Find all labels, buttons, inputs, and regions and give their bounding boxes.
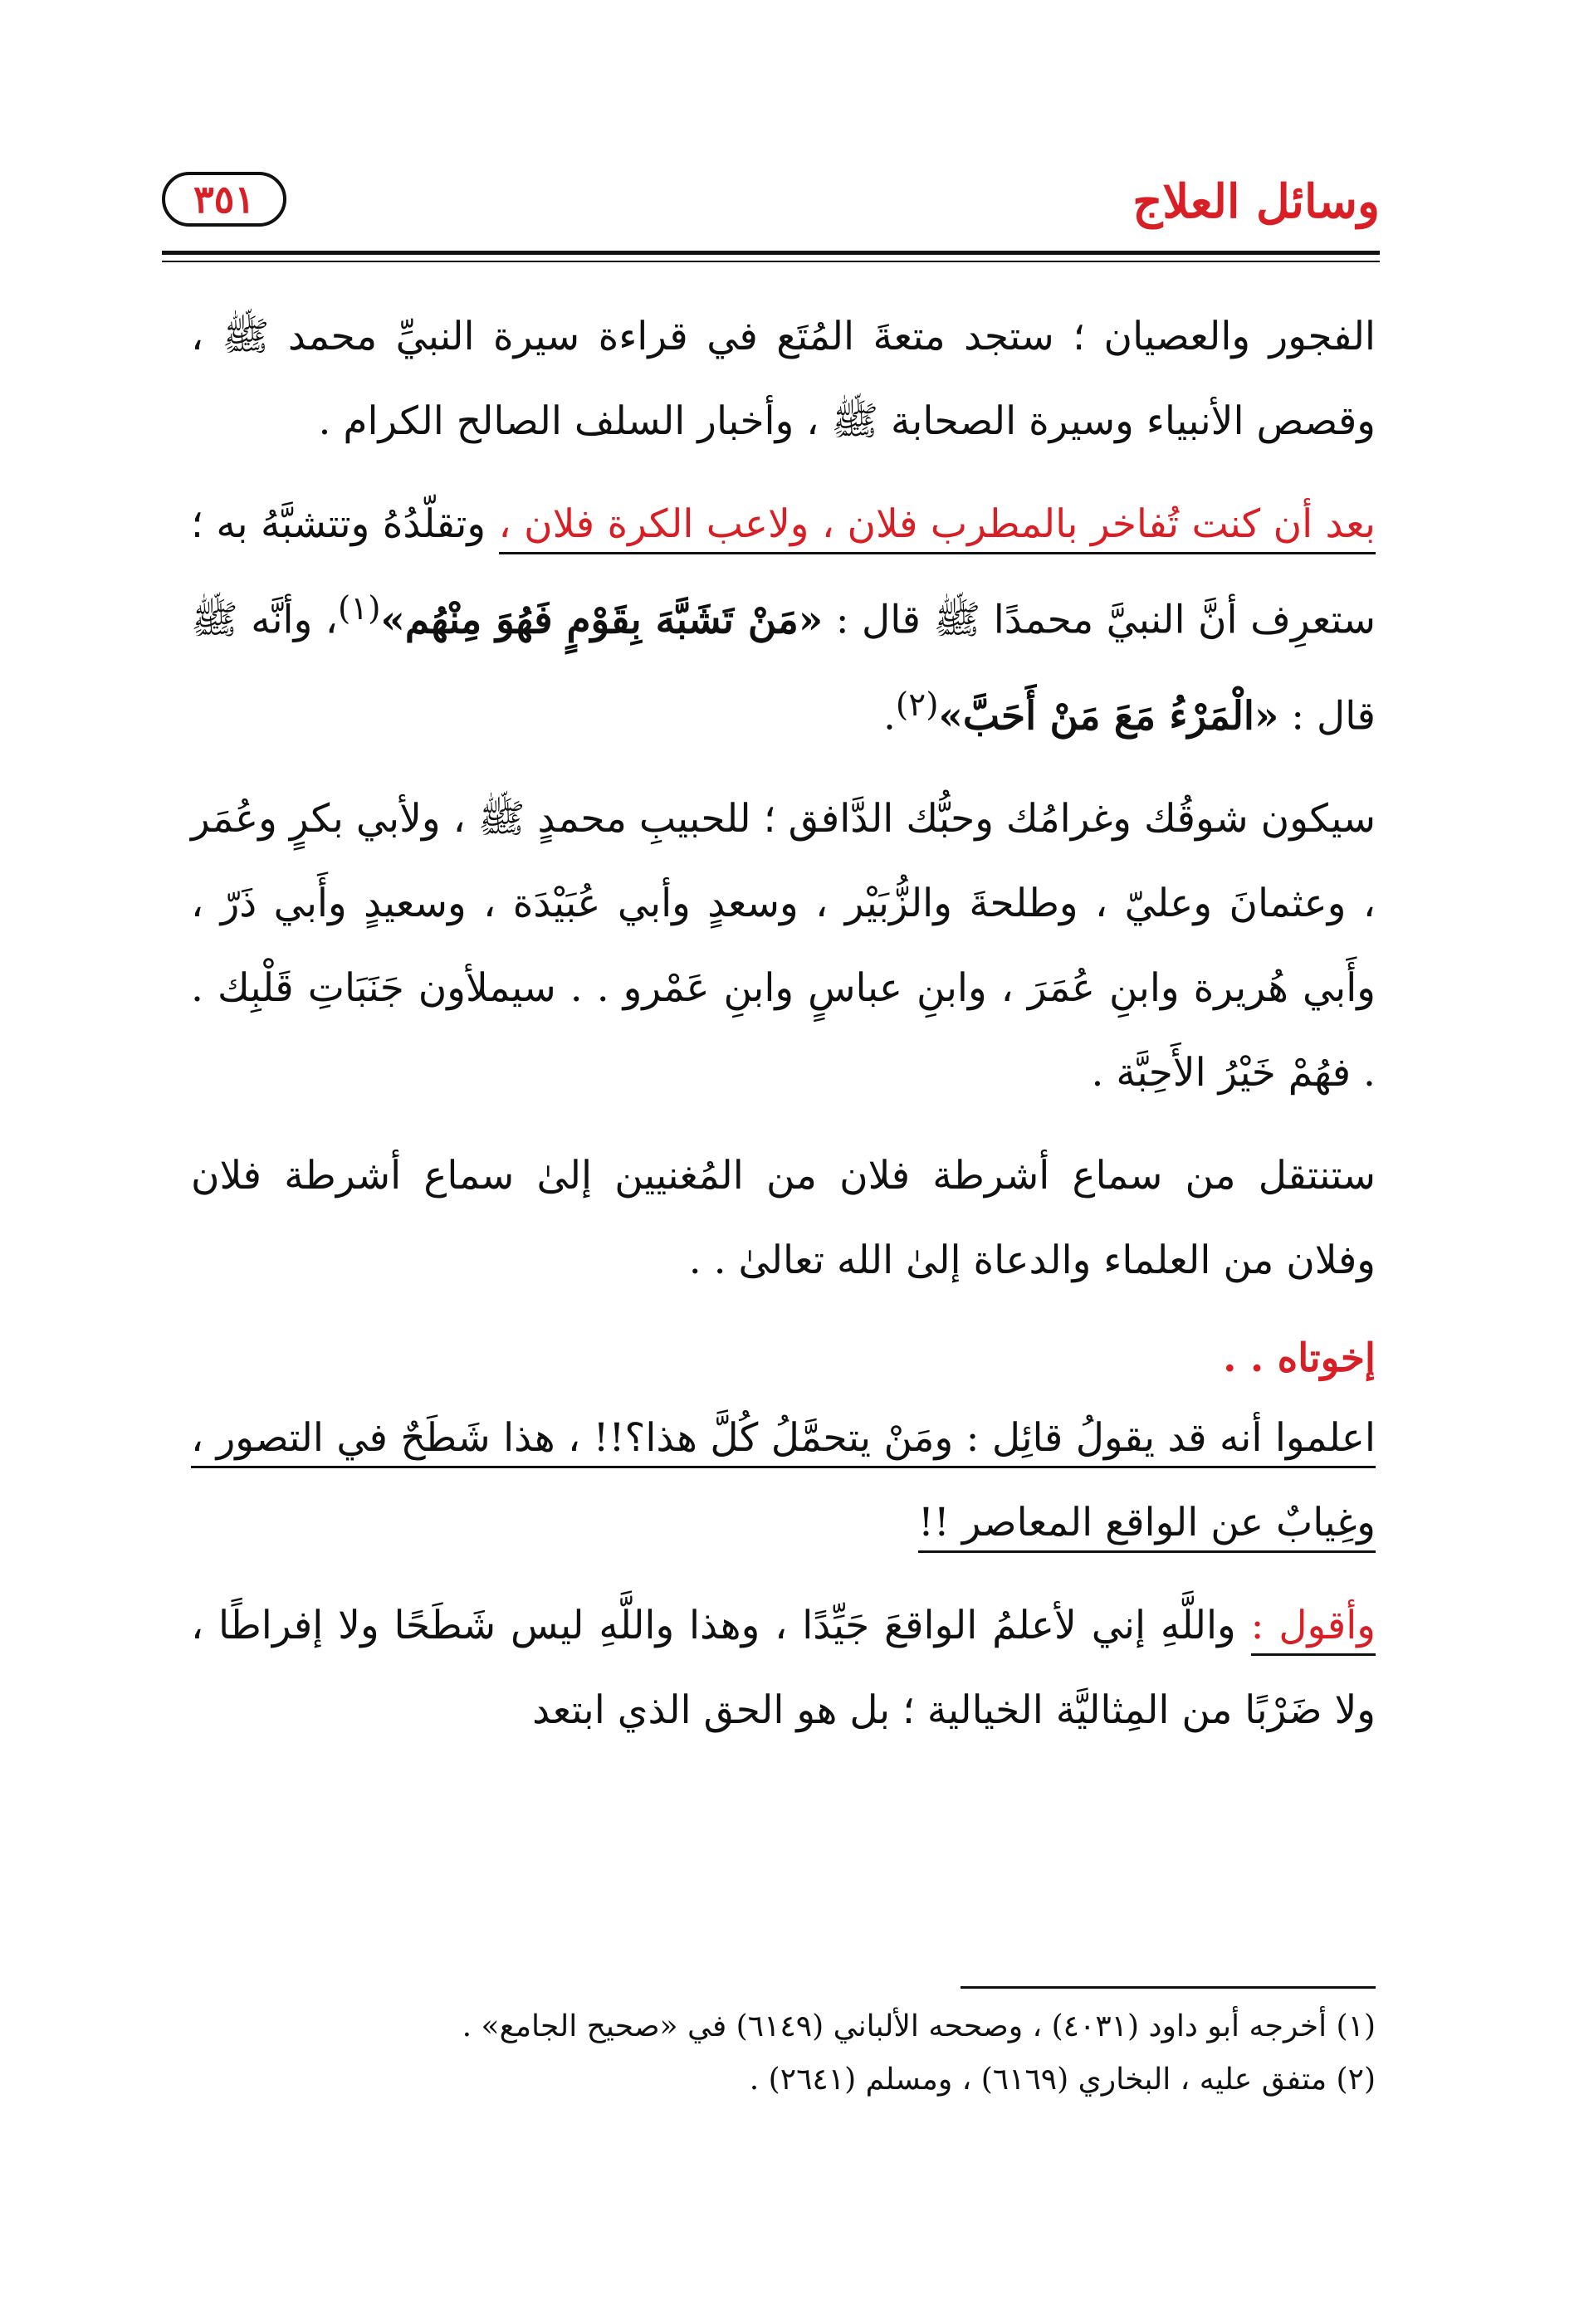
hadith-quote-2: «الْمَرْءُ مَعَ مَنْ أَحَبَّ» <box>938 693 1279 740</box>
paragraph-4: ستنتقل من سماع أشرطة فلان من المُغنيين إلىٰ سماع أشرطة فلان وفلان من العلماء والدعاة إلىٰ الله تعالىٰ . . <box>191 1153 1376 1284</box>
paragraph-1: الفجور والعصيان ؛ ستجد متعةَ المُتَع في قراءة سيرة النبيِّ محمد ﷺ ، وقصص الأنبياء وسيرة الصحابة ﷺ ، وأخبار السلف الصالح الكرام . <box>191 314 1376 444</box>
highlighted-phrase: بعد أن كنت تُفاخر بالمطرب فلان ، ولاعب الكرة فلان ، <box>499 501 1376 554</box>
underlined-objection: اعلموا أنه قد يقولُ قائِل : ومَنْ يتحمَّلُ كُلَّ هذا؟!! ، هذا شَطَحٌ في التصور ، وغِيابٌ عن الواقع المعاصر !! <box>191 1415 1376 1553</box>
paragraph-2 <box>191 482 1376 759</box>
footnote-ref-2: (٢) <box>895 686 939 724</box>
footnote-separator <box>961 1986 1376 1989</box>
header-rule <box>162 251 1380 255</box>
footnote-ref-1: (١) <box>337 590 381 627</box>
section-heading: إخوتاه . . <box>1223 1335 1376 1382</box>
hadith-quote-1: «مَنْ تَشَبَّهَ بِقَوْمٍ فَهُوَ مِنْهُم» <box>380 597 824 643</box>
footnote-1: (١) أخرجه أبو داود (٤٠٣١) ، وصححه الألباني (٦١٤٩) في «صحيح الجامع» . <box>462 2009 1376 2043</box>
running-title: وسائل العلاج <box>1132 174 1380 229</box>
paragraph-3: سيكون شوقُك وغرامُك وحبُّك الدَّافق ؛ للحبيبِ محمدٍ ﷺ ، ولأبي بكرٍ وعُمَر ، وعثمانَ وعليّ ، وطلحةَ والزُّبَيْر ، وسعدٍ وأبي عُبَيْدَة ، وسعيدٍ وأَبي ذَرّ ، وأَبي هُريرة وابنِ عُمَرَ ، وابنِ عباسٍ وابنِ عَمْرو . . سيملأون جَنَبَاتِ قَلْبِك . . فهُمْ خَيْرُ الأَحِبَّة . <box>191 796 1376 1096</box>
paragraph-2-text: وتقلّدُهُ وتتشبَّهُ به ؛ ستعرِف أنَّ النبيَّ محمدًا ﷺ قال : <box>191 501 1376 643</box>
paragraph-2-end: . <box>882 693 896 740</box>
paragraph-6-text: واللَّهِ إني لأعلمُ الواقعَ جَيِّدًا ، وهذا واللَّهِ ليس شَطَحًا ولا إفراطًا ، ولا ضَرْبًا من المِثاليَّة الخيالية ؛ بل هو الحق الذي ابتعد <box>191 1603 1376 1734</box>
header-rule-thin <box>162 261 1380 262</box>
footnotes <box>191 2000 1376 2107</box>
page-body <box>191 295 1376 1771</box>
page-header <box>162 170 1380 245</box>
paragraph-2-middle: ، وأنَّه ﷺ قال : <box>191 597 1376 740</box>
page-number-badge: ٣٥١ <box>162 172 286 227</box>
paragraph-6 <box>191 1584 1376 1753</box>
footnote-2: (٢) متفق عليه ، البخاري (٦١٦٩) ، ومسلم (٢٦٤١) . <box>749 2063 1376 2097</box>
reply-label: وأقول : <box>1251 1603 1376 1656</box>
paragraph-5 <box>191 1396 1376 1565</box>
